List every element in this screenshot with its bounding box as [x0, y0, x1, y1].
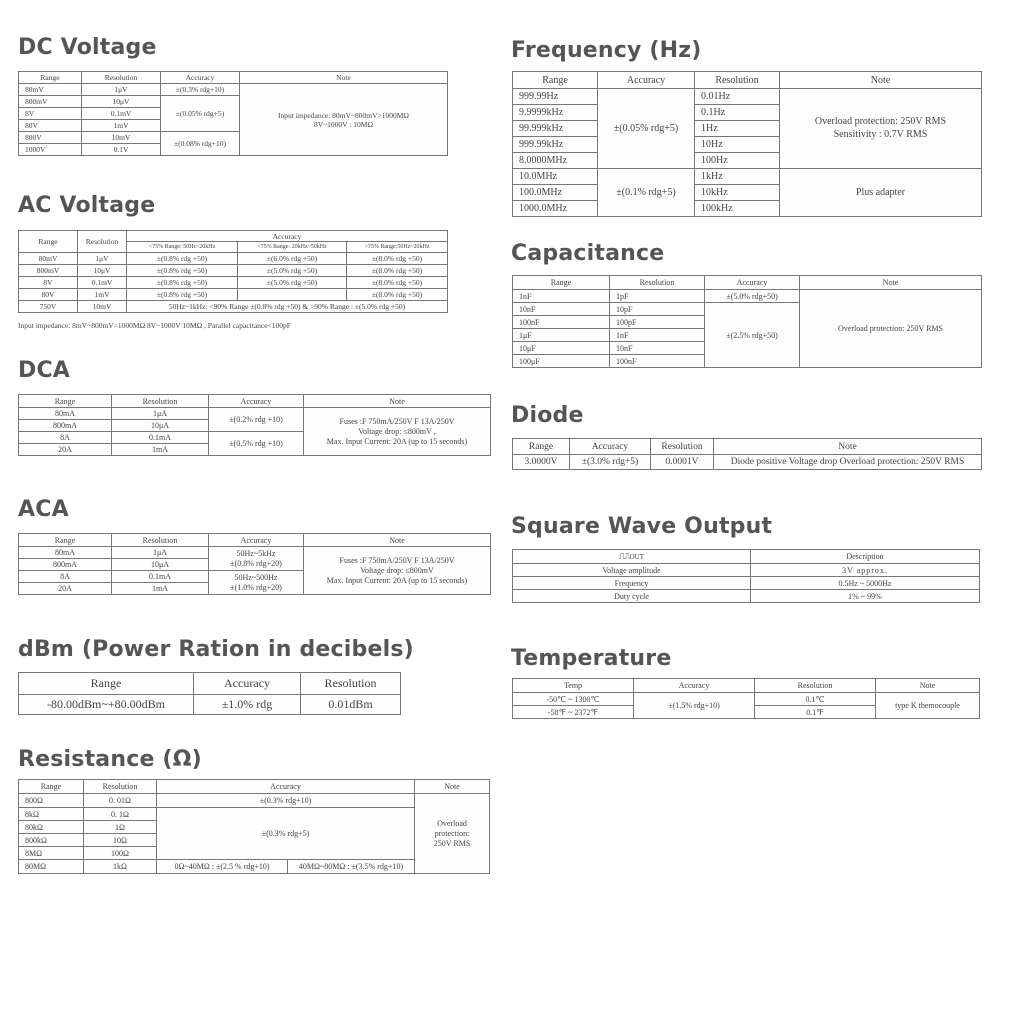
range-cell: 80mA	[19, 408, 112, 420]
resolution-cell: 1mV	[78, 289, 127, 301]
accuracy-cell: ±(5.0% rdg +50)	[238, 265, 347, 277]
range-cell: 800kΩ	[19, 834, 84, 847]
ac-voltage-table	[18, 230, 448, 313]
range-cell: 800mA	[19, 559, 112, 571]
range-cell: 1nF	[513, 290, 610, 303]
col-header: Resolution	[695, 72, 780, 89]
note-cell: Overload protection: 250V RMS	[800, 290, 982, 368]
range-cell: 800V	[19, 132, 82, 144]
col-header: Range	[19, 673, 194, 695]
accuracy-cell: ±(0.2% rdg +10)	[209, 408, 304, 432]
aca-title: ACA	[18, 497, 69, 522]
accuracy-cell: ±(0.05% rdg+5)	[598, 89, 695, 169]
resolution-cell: 0.1mA	[112, 571, 209, 583]
table-row	[19, 794, 490, 808]
resolution-cell: 0.0001V	[651, 455, 714, 470]
range-cell: 8V	[19, 277, 78, 289]
note-cell: Diode positive Voltage drop Overload protection: 250V RMS	[714, 455, 982, 470]
table-row	[19, 547, 491, 559]
resolution-cell: 0.1mV	[82, 108, 161, 120]
range-cell: 8A	[19, 571, 112, 583]
table-row	[513, 693, 980, 706]
resolution-cell: 1kΩ	[84, 860, 157, 874]
range-cell: 99.999kHz	[513, 121, 598, 137]
resolution-cell: 0. 01Ω	[84, 794, 157, 808]
range-cell: 10nF	[513, 303, 610, 316]
resolution-cell: 0.1Hz	[695, 105, 780, 121]
range-cell: 80mV	[19, 253, 78, 265]
accuracy-cell: ±(0.3% rdg+10)	[161, 84, 240, 96]
resolution-cell: 1pF	[610, 290, 705, 303]
resolution-cell: 10nF	[610, 342, 705, 355]
range-cell: -80.00dBm~+80.00dBm	[19, 695, 194, 715]
table-row	[19, 253, 448, 265]
note-cell: Fuses :F 750mA/250V F 13A/250V Voltage drop: ≤800mV , Max. Input Current: 20A (up to 15 seconds)	[304, 408, 491, 456]
resolution-cell: 10μV	[78, 265, 127, 277]
accuracy-cell: ±1.0% rdg	[194, 695, 301, 715]
range-cell: 8.0000MHz	[513, 153, 598, 169]
col-header: Accuracy	[194, 673, 301, 695]
accuracy-cell: ±(0.5% rdg +10)	[209, 432, 304, 456]
resolution-cell: 1mA	[112, 583, 209, 595]
col-header: Range	[513, 439, 570, 455]
accuracy-cell: ±(0.3% rdg+5)	[157, 808, 415, 860]
value-cell: 1% ~ 99%	[751, 590, 980, 603]
range-cell: 800mV	[19, 96, 82, 108]
note-cell: type K themocouple	[876, 693, 980, 719]
accuracy-cell: 0Ω~40MΩ : ±(2.5 % rdg+10)	[157, 860, 288, 874]
col-header: Note	[304, 395, 491, 408]
accuracy-cell: ±(0.8% rdg +50)	[127, 277, 238, 289]
accuracy-cell: 50Hz~1kHz: <90% Range ±(0.8% rdg +50) & >90% Range : ±(5.0% rdg +50)	[127, 301, 448, 313]
table-row	[513, 290, 982, 303]
resolution-cell: 0.1℃	[755, 693, 876, 706]
col-header: Accuracy	[570, 439, 651, 455]
accuracy-cell: ±(6.0% rdg +50)	[238, 253, 347, 265]
col-header: Description	[751, 550, 980, 564]
resolution-cell: 100pF	[610, 316, 705, 329]
range-cell: 8MΩ	[19, 847, 84, 860]
resolution-cell: 1nF	[610, 329, 705, 342]
col-header: Range	[513, 276, 610, 290]
resolution-cell: 0.1V	[82, 144, 161, 156]
accuracy-cell: ±(1.5% rdg+10)	[634, 693, 755, 719]
table-row	[19, 408, 491, 420]
sub-header: <75% Range: 20kHz~50kHz	[238, 242, 347, 253]
resolution-cell: 0.1℉	[755, 706, 876, 719]
col-header: Accuracy	[705, 276, 800, 290]
col-header: Accuracy	[598, 72, 695, 89]
resolution-cell: 10Hz	[695, 137, 780, 153]
resolution-cell: 0. 1Ω	[84, 808, 157, 821]
square-wave-icon: ⎍⎍	[619, 551, 630, 562]
capacitance-table	[512, 275, 982, 368]
dca-title: DCA	[18, 358, 71, 383]
resistance-table	[18, 779, 490, 874]
range-cell: 750V	[19, 301, 78, 313]
col-header: Resolution	[755, 679, 876, 693]
col-header: Note	[800, 276, 982, 290]
resolution-cell: 10pF	[610, 303, 705, 316]
range-cell: 80V	[19, 289, 78, 301]
temp-cell: -50℃ ~ 1300℃	[513, 693, 634, 706]
range-cell: 10μF	[513, 342, 610, 355]
range-cell: 9.9999kHz	[513, 105, 598, 121]
accuracy-cell: 50Hz~500Hz ±(1.0% rdg+20)	[209, 571, 304, 595]
resolution-cell: 1μA	[112, 547, 209, 559]
table-row	[19, 265, 448, 277]
frequency-table	[512, 71, 982, 217]
accuracy-cell: 40MΩ~80MΩ : ±(3.5% rdg+10)	[288, 860, 415, 874]
diode-title: Diode	[511, 403, 584, 428]
col-header: Note	[415, 780, 490, 794]
param-cell: Frequency	[513, 577, 751, 590]
sub-header: <75% Range: 50Hz~20kHz	[127, 242, 238, 253]
accuracy-cell: ±(5.0% rdg+50)	[705, 290, 800, 303]
col-header: Temp	[513, 679, 634, 693]
col-header: Note	[304, 534, 491, 547]
range-cell: 8kΩ	[19, 808, 84, 821]
range-cell: 100.0MHz	[513, 185, 598, 201]
col-header: Resolution	[82, 72, 161, 84]
accuracy-cell: ±(0.8% rdg +50)	[127, 289, 238, 301]
range-cell: 800mV	[19, 265, 78, 277]
resolution-cell: 10μA	[112, 420, 209, 432]
diode-table	[512, 438, 982, 470]
table-row	[513, 455, 982, 470]
col-header: Resolution	[301, 673, 401, 695]
resolution-cell: 100nF	[610, 355, 705, 368]
accuracy-cell: ±(3.0% rdg+5)	[570, 455, 651, 470]
accuracy-cell: ±(0.8% rdg +50)	[127, 265, 238, 277]
range-cell: 1μF	[513, 329, 610, 342]
accuracy-cell: ±(0.1% rdg+5)	[598, 169, 695, 217]
col-header: Note	[780, 72, 982, 89]
table-row	[513, 577, 980, 590]
col-header: Range	[19, 72, 82, 84]
col-header: Accuracy	[209, 395, 304, 408]
col-header: Accuracy	[157, 780, 415, 794]
col-header: Resolution	[112, 534, 209, 547]
accuracy-cell	[238, 289, 347, 301]
col-header: Resolution	[78, 231, 127, 253]
resolution-cell: 100kHz	[695, 201, 780, 217]
range-cell: 80MΩ	[19, 860, 84, 874]
resolution-cell: 1μV	[78, 253, 127, 265]
col-header: Resolution	[610, 276, 705, 290]
resistance-title: Resistance (Ω)	[18, 747, 202, 772]
col-header: Accuracy	[127, 231, 448, 242]
col-header: Range	[19, 231, 78, 253]
col-header: Accuracy	[161, 72, 240, 84]
range-cell: 20A	[19, 444, 112, 456]
accuracy-cell: ±(2.5% rdg+50)	[705, 303, 800, 368]
range-cell: 80V	[19, 120, 82, 132]
range-cell: 80kΩ	[19, 821, 84, 834]
resolution-cell: 1Ω	[84, 821, 157, 834]
range-cell: 8V	[19, 108, 82, 120]
resolution-cell: 1kHz	[695, 169, 780, 185]
note-cell: Input impedance: 80mV~800mV>1000MΩ 8V~1000V : 10MΩ	[240, 84, 448, 156]
value-cell: 0.5Hz ~ 5000Hz	[751, 577, 980, 590]
note-cell: Fuses :F 750mA/250V F 13A/250V Voltage drop: ≤800mV Max. Input Current: 20A (up to 15 seconds)	[304, 547, 491, 595]
temperature-table	[512, 678, 980, 719]
col-header: Resolution	[84, 780, 157, 794]
table-row	[19, 84, 448, 96]
table-row	[19, 695, 401, 715]
range-cell: 10.0MHz	[513, 169, 598, 185]
value-cell: 3V approx.	[751, 564, 980, 577]
resolution-cell: 10kHz	[695, 185, 780, 201]
note-cell: Overload protection: 250V RMS Sensitivity : 0.7V RMS	[780, 89, 982, 169]
resolution-cell: 1mA	[112, 444, 209, 456]
range-cell: 1000.0MHz	[513, 201, 598, 217]
dc-voltage-title: DC Voltage	[18, 35, 157, 60]
col-header: ⎍⎍OUT	[513, 550, 751, 564]
range-cell: 3.0000V	[513, 455, 570, 470]
accuracy-cell: ±(8.0% rdg +50)	[347, 277, 448, 289]
square-wave-table	[512, 549, 980, 603]
accuracy-cell: ±(0.3% rdg+10)	[157, 794, 415, 808]
resolution-cell: 1μV	[82, 84, 161, 96]
capacitance-title: Capacitance	[511, 241, 665, 266]
col-header: Range	[19, 395, 112, 408]
ac-voltage-footnote: Input impedance: 8mV~800mV>1000MΩ 8V~1000V 10MΩ , Parallel capacitance<100pF	[18, 321, 291, 330]
range-cell: 1000V	[19, 144, 82, 156]
note-cell: Plus adapter	[780, 169, 982, 217]
resolution-cell: 10mV	[82, 132, 161, 144]
col-header: Range	[19, 534, 112, 547]
col-header: Note	[876, 679, 980, 693]
range-cell: 8A	[19, 432, 112, 444]
param-cell: Voltage amplitude	[513, 564, 751, 577]
resolution-cell: 0.1mA	[112, 432, 209, 444]
range-cell: 80mA	[19, 547, 112, 559]
range-cell: 999.99Hz	[513, 89, 598, 105]
frequency-title: Frequency (Hz)	[511, 38, 702, 63]
dbm-title: dBm (Power Ration in decibels)	[18, 637, 414, 662]
table-row	[513, 169, 982, 185]
table-row	[513, 564, 980, 577]
dc-voltage-table	[18, 71, 448, 156]
range-cell: 100μF	[513, 355, 610, 368]
table-row	[513, 590, 980, 603]
resolution-cell: 100Ω	[84, 847, 157, 860]
temperature-title: Temperature	[511, 646, 672, 671]
square-wave-title: Square Wave Output	[511, 514, 773, 539]
table-row	[19, 277, 448, 289]
table-row	[19, 301, 448, 313]
col-header: Resolution	[651, 439, 714, 455]
sub-header: >75% Range:50Hz~20kHz	[347, 242, 448, 253]
resolution-cell: 1μA	[112, 408, 209, 420]
resolution-cell: 0.1mV	[78, 277, 127, 289]
table-row	[19, 289, 448, 301]
temp-cell: -58℉ ~ 2372℉	[513, 706, 634, 719]
note-cell: Overload protection: 250V RMS	[415, 794, 490, 874]
param-cell: Duty cycle	[513, 590, 751, 603]
range-cell: 800mA	[19, 420, 112, 432]
range-cell: 100nF	[513, 316, 610, 329]
col-header: Resolution	[112, 395, 209, 408]
aca-table	[18, 533, 491, 595]
resolution-cell: 10Ω	[84, 834, 157, 847]
col-header: Range	[513, 72, 598, 89]
resolution-cell: 10μV	[82, 96, 161, 108]
accuracy-cell: ±(0.08% rdg+10)	[161, 132, 240, 156]
range-cell: 80mV	[19, 84, 82, 96]
dca-table	[18, 394, 491, 456]
accuracy-cell: 50Hz~5kHz ±(0.8% rdg+20)	[209, 547, 304, 571]
resolution-cell: 0.01Hz	[695, 89, 780, 105]
table-row	[513, 89, 982, 105]
resolution-cell: 10mV	[78, 301, 127, 313]
range-cell: 999.99kHz	[513, 137, 598, 153]
col-header: Note	[240, 72, 448, 84]
resolution-cell: 0.01dBm	[301, 695, 401, 715]
accuracy-cell: ±(8.0% rdg +50)	[347, 289, 448, 301]
col-header: Range	[19, 780, 84, 794]
accuracy-cell: ±(8.0% rdg +50)	[347, 253, 448, 265]
accuracy-cell: ±(5.0% rdg +50)	[238, 277, 347, 289]
range-cell: 800Ω	[19, 794, 84, 808]
resolution-cell: 1Hz	[695, 121, 780, 137]
dbm-table	[18, 672, 401, 715]
accuracy-cell: ±(0.05% rdg+5)	[161, 96, 240, 132]
col-header: Accuracy	[634, 679, 755, 693]
accuracy-cell: ±(8.0% rdg +50)	[347, 265, 448, 277]
range-cell: 20A	[19, 583, 112, 595]
resolution-cell: 100Hz	[695, 153, 780, 169]
resolution-cell: 1mV	[82, 120, 161, 132]
col-header: Note	[714, 439, 982, 455]
accuracy-cell: ±(0.8% rdg +50)	[127, 253, 238, 265]
resolution-cell: 10μA	[112, 559, 209, 571]
col-header: Accuracy	[209, 534, 304, 547]
ac-voltage-title: AC Voltage	[18, 193, 156, 218]
